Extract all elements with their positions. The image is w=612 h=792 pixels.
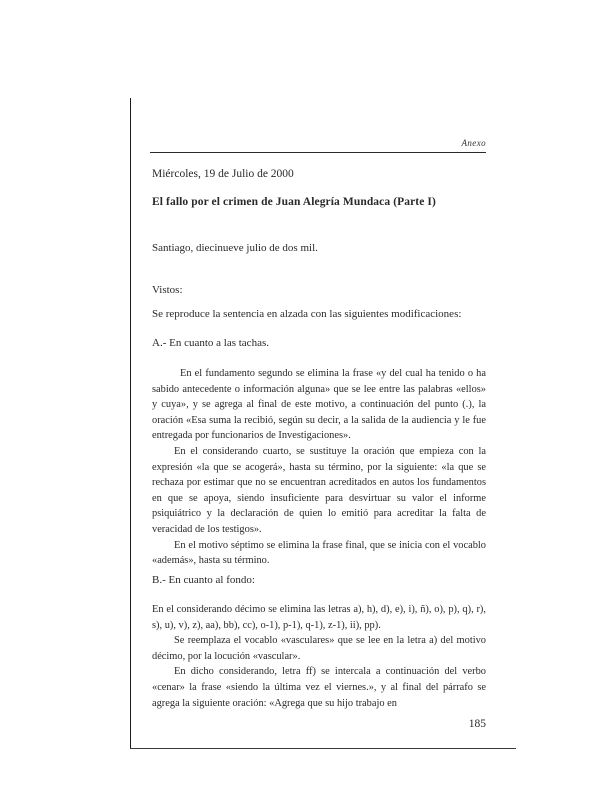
place-date-line: Santiago, diecinueve julio de dos mil.: [152, 242, 318, 254]
section-a-heading: A.- En cuanto a las tachas.: [152, 337, 269, 349]
section-a-body: [152, 366, 486, 569]
paragraph: En el motivo séptimo se elimina la frase final, que se inicia con el vocablo «además», hasta su término.: [152, 539, 486, 567]
paragraph: En el fundamento segundo se elimina la frase «y del cual ha tenido o ha sabido antecedente o información alguna» que se lee entre las palabras «ellos» y cuya», y se agrega al final de este motivo, a continuación del punto (.), la oración «Esa suma la recibió, según su decir, a la salida de la audiencia y le fue entregada por funcionarios de Investigaciones».: [152, 368, 486, 442]
header-rule: [150, 152, 486, 153]
paragraph: En dicho considerando, letra ff) se intercala a continuación del verbo «cenar» la frase «siendo la última vez el viernes.», y al final del párrafo se agrega la siguiente oración: «Agrega que su hijo trabajo en: [152, 666, 486, 709]
article-title: El fallo por el crimen de Juan Alegría Mundaca (Parte I): [152, 196, 436, 208]
vistos-label: Vistos:: [152, 284, 183, 296]
scan-shadow-bottom: [130, 748, 516, 749]
paragraph: En el considerando cuarto, se sustituye la oración que empieza con la expresión «la que se acogerá», hasta su término, por la siguiente: «la que se rechaza por estimar que no se encuentran acreditados en autos los fundamentos en que se apoya, siendo insuficiente para desvirtuar su valor el informe psiquiátrico y la declaración de quien lo emitió para acreditar la falta de veracidad de los testigos».: [152, 445, 486, 535]
section-b-body: [152, 602, 486, 711]
section-b-heading: B.- En cuanto al fondo:: [152, 574, 255, 586]
running-header: Anexo: [461, 138, 486, 148]
page-number: 185: [468, 718, 486, 730]
intro-line: Se reproduce la sentencia en alzada con las siguientes modificaciones:: [152, 308, 462, 320]
paragraph: Se reemplaza el vocablo «vasculares» que se lee en la letra a) del motivo décimo, por la locución «vascular».: [152, 635, 486, 662]
scan-shadow-left: [130, 98, 131, 748]
article-date: Miércoles, 19 de Julio de 2000: [152, 168, 294, 180]
paragraph: En el considerando décimo se elimina las letras a), h), d), e), i), ñ), o), p), q), r), s), u), v), z), aa), bb), cc), o-1), p-1), q-1), z-1), ii), pp).: [152, 604, 486, 631]
